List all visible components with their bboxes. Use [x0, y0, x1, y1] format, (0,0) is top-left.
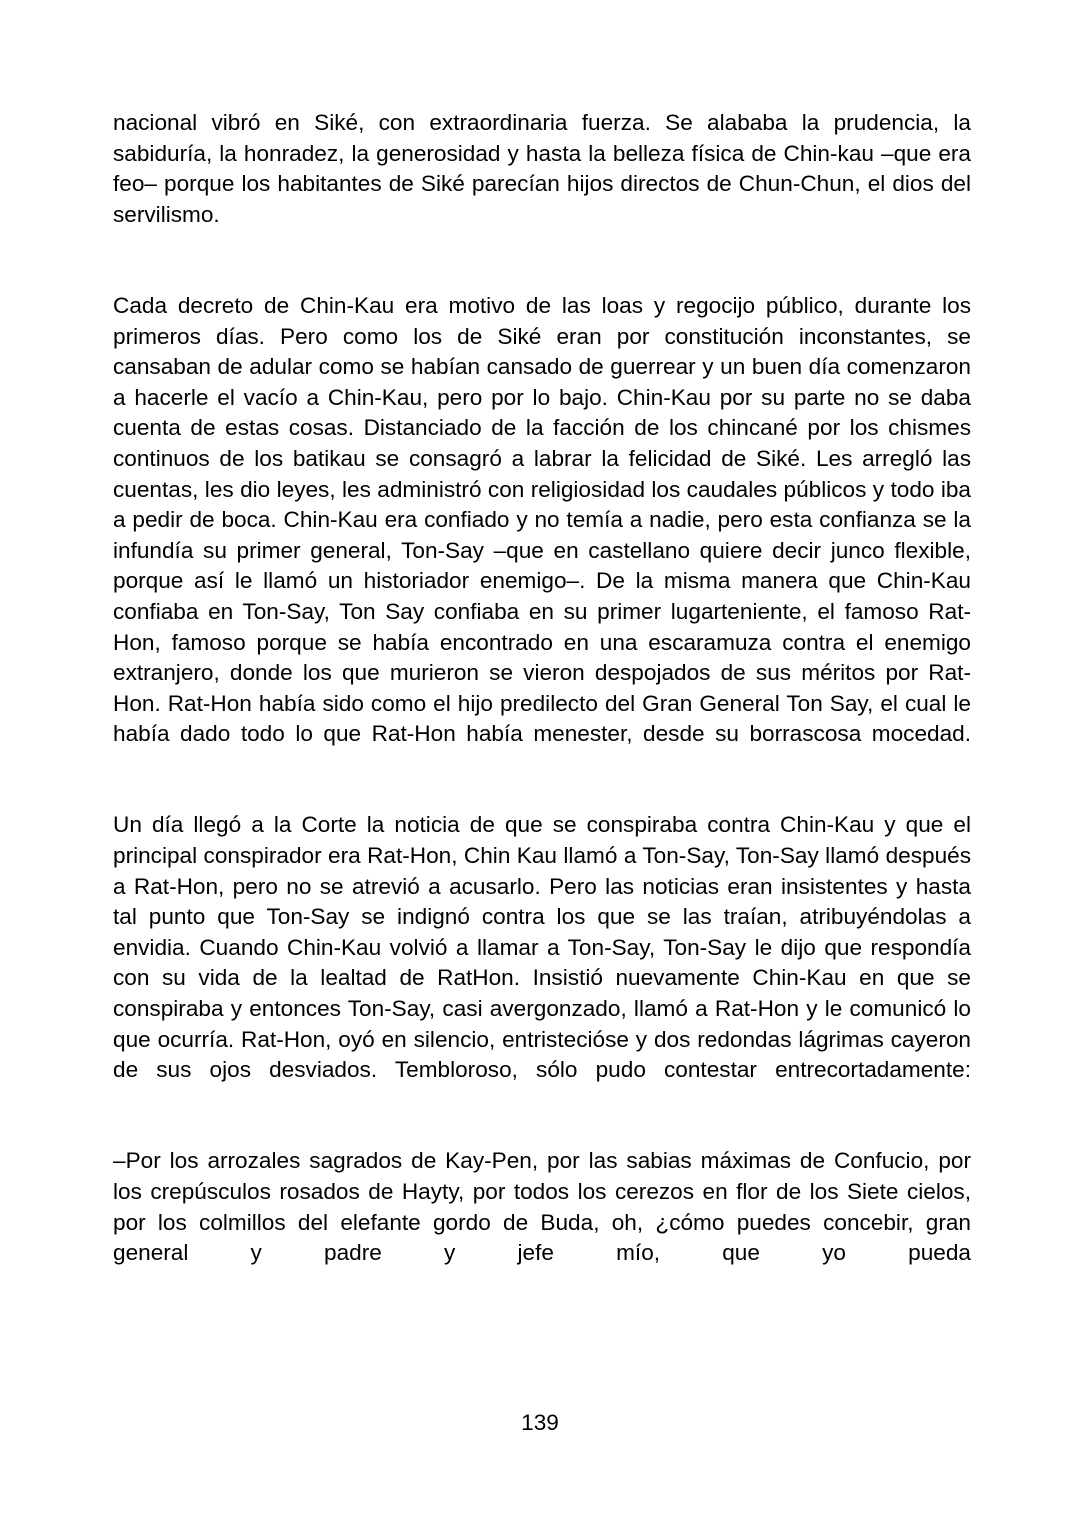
- body-paragraph: –Por los arrozales sagrados de Kay-Pen, por las sabias máximas de Confucio, por los crepúsculos rosados de Hayty, por todos los cerezos en flor de los Siete cielos, por los colmillos del elefante gordo de Buda, oh, ¿cómo puedes concebir, gran general y padre y jefe mío, que yo pueda: [113, 1148, 971, 1266]
- page-number: 139: [521, 1410, 559, 1435]
- body-paragraph: Cada decreto de Chin-Kau era motivo de las loas y regocijo público, durante los primeros días. Pero como los de Siké eran por constitución inconstantes, se cansaban de adular como se habían cansado de guerrear y un buen día comenzaron a hacerle el vacío a Chin-Kau, pero por lo bajo. Chin-Kau por su parte no se daba cuenta de estas cosas. Distanciado de la facción de los chincané por los chismes continuos de los batikau se consagró a labrar la felicidad de Siké. Les arregló las cuentas, les dio leyes, les administró con religiosidad los caudales públicos y todo iba a pedir de boca. Chin-Kau era confiado y no temía a nadie, pero esta confianza se la infundía su primer general, Ton-Say –que en castellano quiere decir junco flexible, porque así le llamó un historiador enemigo–. De la misma manera que Chin-Kau confiaba en Ton-Say, Ton Say confiaba en su primer lugarteniente, el famoso Rat-Hon, famoso porque se había encontrado en una escaramuza contra el enemigo extranjero, donde los que murieron se vieron despojados de sus méritos por Rat-Hon. Rat-Hon había sido como el hijo predilecto del Gran General Ton Say, el cual le había dado todo lo que Rat-Hon había menester, desde su borrascosa mocedad.: [113, 292, 971, 747]
- body-paragraph: nacional vibró en Siké, con extraordinaria fuerza. Se alababa la prudencia, la sabiduría, la honradez, la generosidad y hasta la belleza física de Chin-kau –que era feo– porque los habitantes de Siké parecían hijos directos de Chun-Chun, el dios del servilismo.: [113, 110, 971, 227]
- body-text-column: [113, 108, 971, 1299]
- body-paragraph: Un día llegó a la Corte la noticia de que se conspiraba contra Chin-Kau y que el principal conspirador era Rat-Hon, Chin Kau llamó a Ton-Say, Ton-Say llamó después a Rat-Hon, pero no se atrevió a acusarlo. Pero las noticias eran insistentes y hasta tal punto que Ton-Say se indignó contra los que se las traían, atribuyéndolas a envidia. Cuando Chin-Kau volvió a llamar a Ton-Say, Ton-Say le dijo que respondía con su vida de la lealtad de RatHon. Insistió nuevamente Chin-Kau en que se conspiraba y entonces Ton-Say, casi avergonzado, llamó a Rat-Hon y le comunicó lo que ocurría. Rat-Hon, oyó en silencio, entristecióse y dos redondas lágrimas cayeron de sus ojos desviados. Tembloroso, sólo pudo contestar entrecortadamente:: [113, 812, 971, 1083]
